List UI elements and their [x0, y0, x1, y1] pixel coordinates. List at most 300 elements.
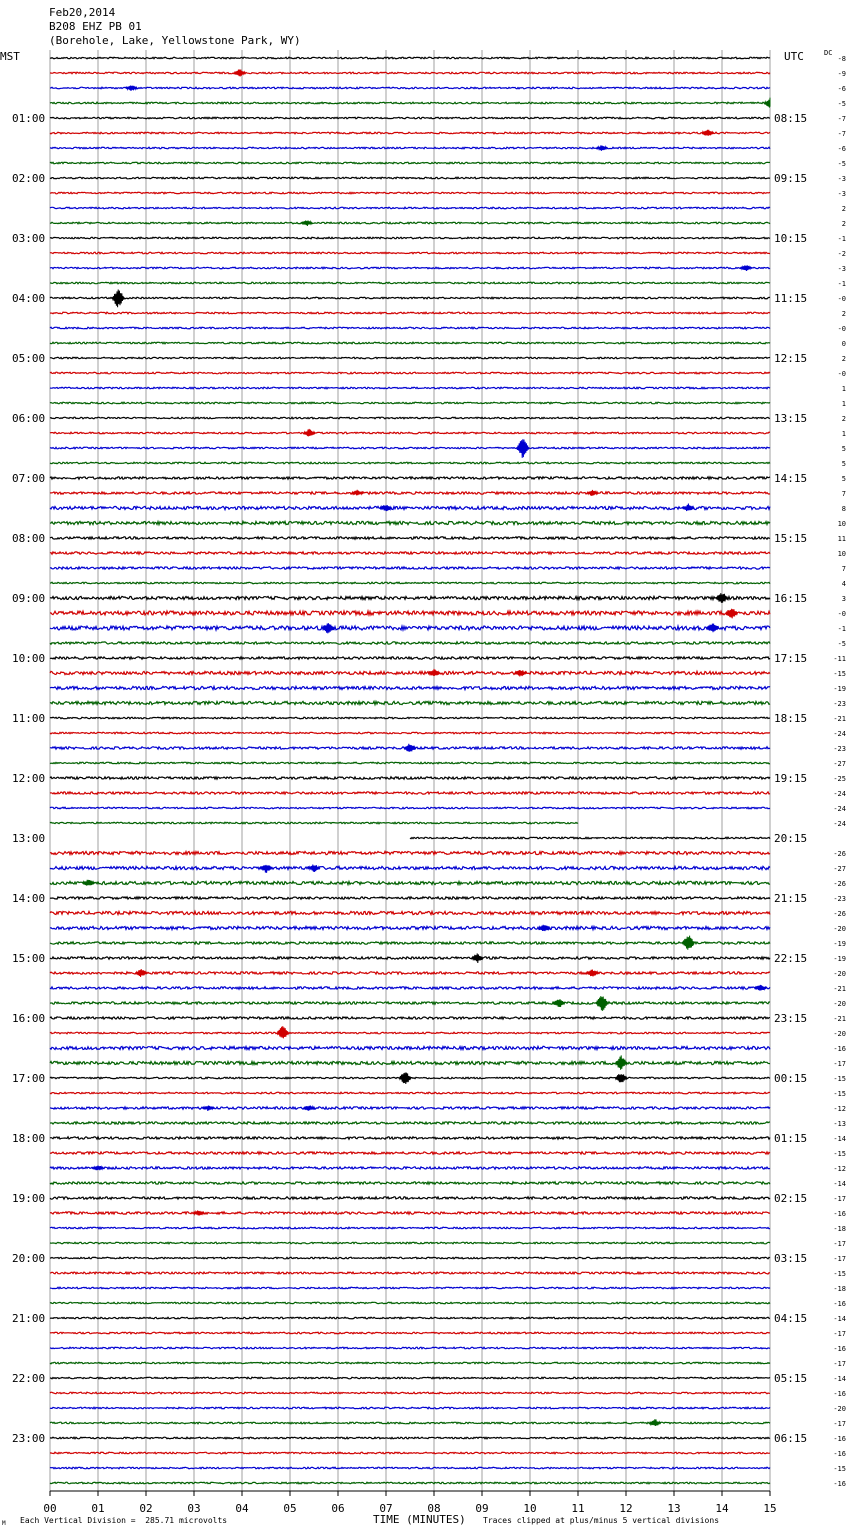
event-burst-7	[112, 290, 124, 308]
trace-84	[50, 1317, 770, 1319]
dc-offset-0: -8	[837, 55, 846, 63]
hour-label-right-22: 06:15	[774, 1432, 808, 1445]
x-tick-label-5: 05	[283, 1502, 297, 1515]
plot-header	[0, 6, 832, 63]
trace-group	[50, 57, 770, 1484]
dc-offset-69: -15	[833, 1090, 846, 1098]
trace-10	[50, 207, 770, 209]
trace-60	[50, 957, 770, 959]
hour-label-right-10: 18:15	[774, 712, 808, 725]
x-axis	[43, 1491, 776, 1515]
trace-40	[50, 657, 770, 659]
trace-90	[50, 1407, 770, 1409]
hour-label-left-2: 03:00	[12, 232, 46, 245]
trace-11	[50, 222, 770, 224]
trace-45	[50, 732, 770, 734]
dc-offset-50: -24	[833, 805, 846, 813]
x-tick-label-1: 01	[91, 1502, 105, 1515]
x-tick-label-10: 10	[523, 1502, 537, 1515]
hour-label-left-19: 20:00	[12, 1252, 46, 1265]
dc-offset-75: -14	[833, 1180, 846, 1188]
event-burst-36	[202, 1106, 214, 1111]
dc-offset-84: -14	[833, 1315, 846, 1323]
dc-offset-23: 1	[841, 400, 846, 408]
dc-offset-80: -17	[833, 1255, 846, 1263]
event-burst-9	[517, 439, 529, 458]
dc-offset-42: -19	[833, 685, 846, 693]
hour-label-right-5: 13:15	[774, 412, 808, 425]
dc-offset-49: -24	[833, 790, 846, 798]
hour-label-right-16: 00:15	[774, 1072, 808, 1085]
x-tick-label-3: 03	[187, 1502, 201, 1515]
event-burst-1	[126, 86, 138, 91]
event-burst-2	[764, 98, 770, 108]
trace-50	[50, 807, 770, 809]
station-location: (Borehole, Lake, Yellowstone Park, WY)	[49, 34, 301, 47]
hour-label-right-8: 16:15	[774, 592, 808, 605]
hour-label-left-5: 06:00	[12, 412, 46, 425]
dc-offset-9: -3	[837, 190, 846, 198]
dc-offset-2: -6	[837, 85, 846, 93]
hour-label-right-6: 14:15	[774, 472, 808, 485]
dc-offset-95: -16	[833, 1480, 846, 1488]
hour-label-right-14: 22:15	[774, 952, 808, 965]
dc-offset-34: 7	[841, 565, 846, 573]
plot-footer	[2, 1513, 719, 1527]
trace-14	[50, 267, 770, 269]
dc-offset-41: -15	[833, 670, 846, 678]
hour-label-left-3: 04:00	[12, 292, 46, 305]
trace-58	[50, 926, 770, 929]
dc-offset-93: -16	[833, 1450, 846, 1458]
trace-82	[50, 1287, 770, 1289]
dc-offset-13: -2	[837, 250, 846, 258]
dc-offset-19: 0	[841, 340, 846, 348]
dc-offset-86: -16	[833, 1345, 846, 1353]
dc-offset-83: -16	[833, 1300, 846, 1308]
trace-8	[50, 177, 770, 179]
trace-76	[50, 1197, 770, 1199]
trace-65	[50, 1032, 770, 1034]
trace-4	[50, 117, 770, 119]
hour-label-left-13: 14:00	[12, 892, 46, 905]
trace-0	[50, 57, 770, 59]
trace-25	[50, 432, 770, 434]
dc-offset-5: -7	[837, 130, 846, 138]
dc-offset-87: -17	[833, 1360, 846, 1368]
dc-offset-1: -9	[837, 70, 846, 78]
dc-offset-10: 2	[841, 205, 846, 213]
trace-73	[50, 1152, 770, 1154]
trace-37	[50, 611, 770, 615]
trace-27	[50, 462, 770, 464]
trace-34	[50, 567, 770, 569]
hour-label-right-12: 20:15	[774, 832, 808, 845]
trace-85	[50, 1332, 770, 1334]
event-burst-0	[234, 70, 246, 77]
trace-35	[50, 582, 770, 584]
event-burst-32	[277, 1026, 289, 1038]
plot-date: Feb20,2014	[49, 6, 116, 19]
dc-offset-56: -23	[833, 895, 846, 903]
event-burst-17	[706, 624, 718, 633]
hour-label-right-20: 04:15	[774, 1312, 808, 1325]
trace-72	[50, 1137, 770, 1139]
event-burst-27	[135, 969, 147, 977]
x-tick-label-9: 09	[475, 1502, 489, 1515]
trace-67	[50, 1061, 770, 1064]
dc-offset-91: -17	[833, 1420, 846, 1428]
dc-offset-89: -16	[833, 1390, 846, 1398]
trace-28	[50, 477, 770, 479]
trace-81	[50, 1272, 770, 1274]
x-tick-label-4: 04	[235, 1502, 249, 1515]
trace-32	[50, 537, 770, 539]
dc-offset-38: -1	[837, 625, 846, 633]
trace-3	[50, 102, 770, 104]
hour-label-left-15: 16:00	[12, 1012, 46, 1025]
hour-label-left-21: 22:00	[12, 1372, 46, 1385]
trace-44	[50, 717, 770, 719]
trace-43	[50, 701, 770, 704]
event-burst-30	[596, 996, 608, 1011]
event-burst-15	[726, 609, 738, 619]
left-timezone-label: MST	[0, 50, 20, 63]
trace-42	[50, 686, 770, 689]
event-burst-13	[682, 504, 694, 511]
dc-offset-30: 8	[841, 505, 846, 513]
dc-offset-65: -20	[833, 1030, 846, 1038]
hour-label-left-1: 02:00	[12, 172, 46, 185]
event-burst-25	[682, 936, 694, 950]
dc-offset-58: -20	[833, 925, 846, 933]
trace-18	[50, 327, 770, 329]
hour-label-left-18: 19:00	[12, 1192, 46, 1205]
trace-29	[50, 492, 770, 494]
trace-17	[50, 312, 770, 314]
event-burst-21	[260, 865, 272, 873]
dc-offset-48: -25	[833, 775, 846, 783]
dc-offset-64: -21	[833, 1015, 846, 1023]
dc-offset-33: 10	[837, 550, 846, 558]
hour-labels-left	[12, 112, 45, 1445]
trace-69	[50, 1092, 770, 1094]
hour-label-left-0: 01:00	[12, 112, 46, 125]
trace-21	[50, 372, 770, 374]
trace-26	[50, 447, 770, 449]
trace-22	[50, 387, 770, 389]
trace-59	[50, 942, 770, 944]
trace-20	[50, 357, 770, 359]
x-tick-label-13: 13	[667, 1502, 681, 1515]
trace-33	[50, 552, 770, 554]
trace-52	[410, 837, 770, 839]
event-burst-5	[301, 221, 313, 226]
dc-offset-14: -3	[837, 265, 846, 273]
x-axis-title: TIME (MINUTES)	[373, 1513, 466, 1526]
trace-12	[50, 237, 770, 239]
hour-label-right-17: 01:15	[774, 1132, 808, 1145]
trace-92	[50, 1437, 770, 1439]
trace-53	[50, 851, 770, 854]
dc-offset-32: 11	[837, 535, 846, 543]
event-burst-10	[351, 490, 363, 496]
dc-offset-79: -17	[833, 1240, 846, 1248]
dc-offset-66: -16	[833, 1045, 846, 1053]
hour-label-left-7: 08:00	[12, 532, 46, 545]
trace-36	[50, 596, 770, 599]
trace-30	[50, 506, 770, 509]
hour-label-right-15: 23:15	[774, 1012, 808, 1025]
event-burst-16	[322, 623, 334, 633]
hour-label-left-14: 15:00	[12, 952, 46, 965]
x-tick-label-14: 14	[715, 1502, 729, 1515]
dc-offset-27: 5	[841, 460, 846, 468]
dc-offset-85: -17	[833, 1330, 846, 1338]
scale-note: Each Vertical Division = 285.71 microvolts	[20, 1516, 228, 1525]
event-burst-6	[740, 265, 752, 271]
dc-offset-43: -23	[833, 700, 846, 708]
event-burst-28	[586, 970, 598, 977]
clip-note: Traces clipped at plus/minus 5 vertical divisions	[483, 1516, 720, 1525]
hour-label-right-11: 19:15	[774, 772, 808, 785]
hour-label-right-19: 03:15	[774, 1252, 808, 1265]
event-burst-37	[303, 1106, 315, 1111]
x-tick-label-8: 08	[427, 1502, 441, 1515]
trace-79	[50, 1242, 770, 1244]
dc-offset-8: -3	[837, 175, 846, 183]
dc-offset-25: 1	[841, 430, 846, 438]
dc-offset-29: 7	[841, 490, 846, 498]
event-burst-35	[615, 1074, 627, 1082]
event-burst-4	[596, 145, 608, 150]
event-burst-31	[553, 999, 565, 1007]
dc-offset-12: -1	[837, 235, 846, 243]
dc-offset-59: -19	[833, 940, 846, 948]
x-tick-label-11: 11	[571, 1502, 585, 1515]
minute-grid	[50, 50, 770, 1491]
hour-label-right-18: 02:15	[774, 1192, 808, 1205]
dc-offset-81: -15	[833, 1270, 846, 1278]
event-burst-34	[399, 1073, 411, 1085]
dc-offset-28: 5	[841, 475, 846, 483]
trace-31	[50, 521, 770, 524]
hour-label-right-0: 08:15	[774, 112, 808, 125]
x-tick-label-7: 07	[379, 1502, 393, 1515]
trace-77	[50, 1212, 770, 1214]
trace-47	[50, 762, 770, 764]
dc-offset-17: 2	[841, 310, 846, 318]
event-burst-29	[754, 985, 766, 991]
trace-6	[50, 147, 770, 149]
dc-offset-77: -16	[833, 1210, 846, 1218]
trace-89	[50, 1392, 770, 1394]
dc-offset-54: -27	[833, 865, 846, 873]
trace-88	[50, 1377, 770, 1379]
dc-offset-55: -26	[833, 880, 846, 888]
hour-label-left-9: 10:00	[12, 652, 46, 665]
dc-offset-40: -11	[833, 655, 846, 663]
dc-offset-63: -20	[833, 1000, 846, 1008]
trace-49	[50, 792, 770, 794]
event-burst-26	[471, 953, 483, 963]
corner-mark: M	[2, 1520, 6, 1527]
hour-label-left-6: 07:00	[12, 472, 46, 485]
right-timezone-label: UTC	[784, 50, 804, 63]
dc-offset-36: 3	[841, 595, 846, 603]
event-burst-40	[649, 1419, 661, 1426]
hour-label-left-20: 21:00	[12, 1312, 46, 1325]
x-tick-label-15: 15	[763, 1502, 777, 1515]
trace-9	[50, 192, 770, 194]
dc-offset-16: -0	[837, 295, 846, 303]
dc-offset-78: -18	[833, 1225, 846, 1233]
dc-offset-7: -5	[837, 160, 846, 168]
dc-offset-73: -15	[833, 1150, 846, 1158]
dc-offset-53: -26	[833, 850, 846, 858]
dc-offset-90: -20	[833, 1405, 846, 1413]
hour-label-left-8: 09:00	[12, 592, 46, 605]
trace-64	[50, 1017, 770, 1019]
event-burst-22	[308, 865, 320, 872]
trace-55	[50, 881, 770, 884]
hour-label-left-16: 17:00	[12, 1072, 46, 1085]
trace-71	[50, 1122, 770, 1124]
event-burst-14	[716, 593, 728, 603]
dc-offset-35: 4	[841, 580, 846, 588]
hour-label-right-13: 21:15	[774, 892, 808, 905]
event-burst-20	[404, 744, 416, 752]
dc-offset-31: 10	[837, 520, 846, 528]
trace-1	[50, 72, 770, 74]
dc-offset-47: -27	[833, 760, 846, 768]
trace-66	[50, 1046, 770, 1049]
hour-label-right-21: 05:15	[774, 1372, 808, 1385]
hour-label-left-10: 11:00	[12, 712, 46, 725]
x-tick-label-2: 02	[139, 1502, 153, 1515]
dc-offset-44: -21	[833, 715, 846, 723]
event-burst-19	[514, 670, 526, 677]
event-burst-8	[303, 429, 315, 436]
trace-56	[50, 897, 770, 899]
dc-offset-46: -23	[833, 745, 846, 753]
dc-offset-column	[833, 55, 846, 1488]
dc-offset-39: -5	[837, 640, 846, 648]
trace-39	[50, 642, 770, 644]
dc-offset-74: -12	[833, 1165, 846, 1173]
trace-38	[50, 626, 770, 630]
trace-48	[50, 777, 770, 779]
event-burst-33	[615, 1055, 627, 1069]
trace-15	[50, 282, 770, 284]
x-tick-label-0: 00	[43, 1502, 57, 1515]
trace-63	[50, 1002, 770, 1004]
dc-offset-82: -18	[833, 1285, 846, 1293]
dc-offset-71: -13	[833, 1120, 846, 1128]
trace-86	[50, 1347, 770, 1349]
hour-label-left-4: 05:00	[12, 352, 46, 365]
hour-label-left-12: 13:00	[12, 832, 46, 845]
dc-offset-62: -21	[833, 985, 846, 993]
dc-offset-21: -0	[837, 370, 846, 378]
trace-2	[50, 87, 770, 89]
trace-70	[50, 1107, 770, 1109]
dc-offset-header: DC	[824, 49, 833, 57]
trace-41	[50, 671, 770, 674]
trace-87	[50, 1362, 770, 1364]
x-tick-label-6: 06	[331, 1502, 345, 1515]
hour-label-right-1: 09:15	[774, 172, 808, 185]
trace-78	[50, 1227, 770, 1229]
hour-label-right-9: 17:15	[774, 652, 808, 665]
dc-offset-61: -20	[833, 970, 846, 978]
event-burst-3	[702, 130, 714, 136]
trace-5	[50, 132, 770, 134]
dc-offset-72: -14	[833, 1135, 846, 1143]
trace-7	[50, 162, 770, 164]
trace-94	[50, 1467, 770, 1469]
trace-95	[50, 1482, 770, 1484]
dc-offset-45: -24	[833, 730, 846, 738]
event-burst-39	[193, 1211, 205, 1216]
hour-label-right-7: 15:15	[774, 532, 808, 545]
trace-24	[50, 417, 770, 419]
trace-54	[50, 866, 770, 869]
dc-offset-57: -26	[833, 910, 846, 918]
trace-83	[50, 1302, 770, 1304]
hour-label-left-22: 23:00	[12, 1432, 46, 1445]
trace-91	[50, 1422, 770, 1424]
dc-offset-6: -6	[837, 145, 846, 153]
hour-label-left-11: 12:00	[12, 772, 46, 785]
dc-offset-67: -17	[833, 1060, 846, 1068]
trace-57	[50, 911, 770, 914]
hour-labels-right	[774, 112, 807, 1445]
dc-offset-94: -15	[833, 1465, 846, 1473]
event-burst-24	[538, 925, 550, 931]
dc-offset-15: -1	[837, 280, 846, 288]
dc-offset-22: 1	[841, 385, 846, 393]
dc-offset-60: -19	[833, 955, 846, 963]
dc-offset-11: 2	[841, 220, 846, 228]
dc-offset-37: -0	[837, 610, 846, 618]
trace-80	[50, 1257, 770, 1259]
dc-offset-88: -14	[833, 1375, 846, 1383]
event-burst-11	[586, 490, 598, 496]
dc-offset-70: -12	[833, 1105, 846, 1113]
hour-label-right-4: 12:15	[774, 352, 808, 365]
x-tick-label-12: 12	[619, 1502, 633, 1515]
trace-93	[50, 1452, 770, 1454]
dc-offset-26: 5	[841, 445, 846, 453]
station-id: B208 EHZ PB 01	[49, 20, 142, 33]
dc-offset-76: -17	[833, 1195, 846, 1203]
trace-51	[50, 822, 578, 824]
dc-offset-4: -7	[837, 115, 846, 123]
trace-16	[50, 297, 770, 299]
dc-offset-68: -15	[833, 1075, 846, 1083]
trace-62	[50, 987, 770, 989]
hour-label-right-3: 11:15	[774, 292, 808, 305]
dc-offset-92: -16	[833, 1435, 846, 1443]
dc-offset-20: 2	[841, 355, 846, 363]
trace-61	[50, 972, 770, 974]
trace-74	[50, 1167, 770, 1169]
dc-offset-18: -0	[837, 325, 846, 333]
dc-offset-3: -5	[837, 100, 846, 108]
trace-19	[50, 342, 770, 344]
dc-offset-24: 2	[841, 415, 846, 423]
